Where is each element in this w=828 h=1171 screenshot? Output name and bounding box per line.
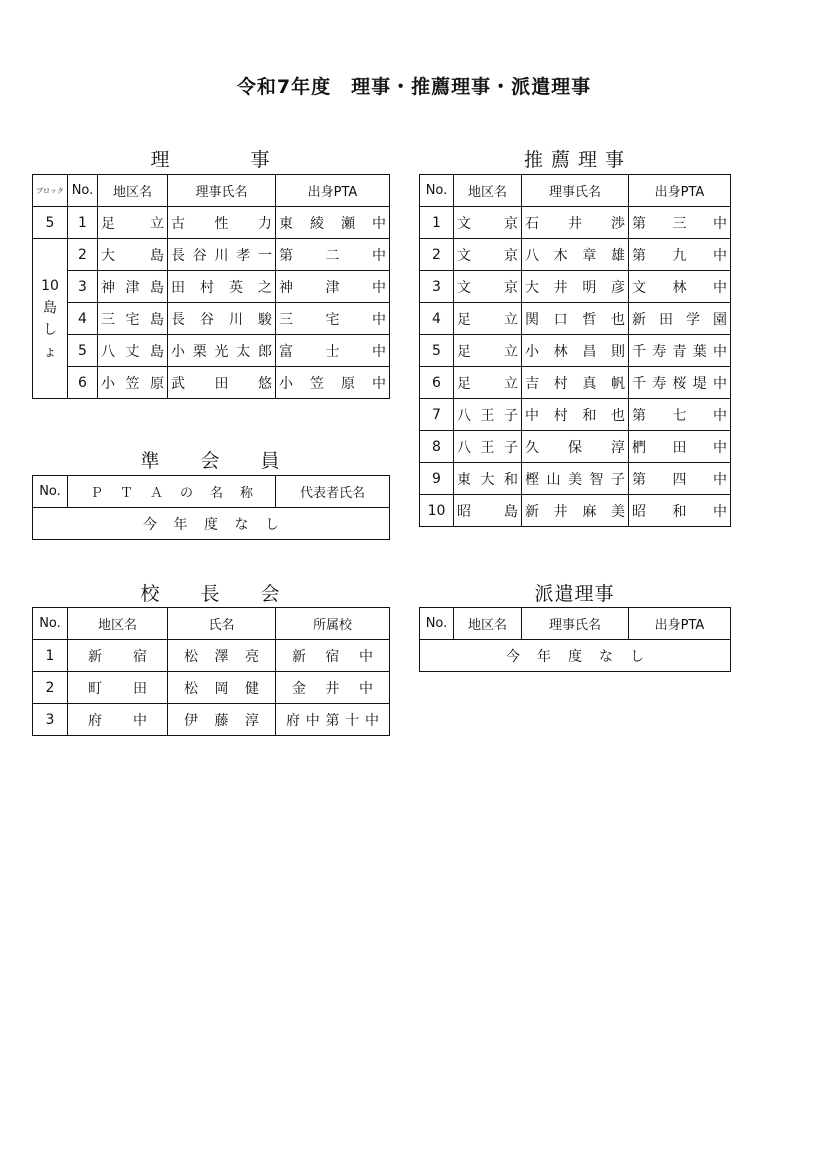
name-cell: 小林昌則 — [522, 335, 629, 367]
no-cell: 4 — [420, 303, 454, 335]
district-header: 地区名 — [98, 175, 168, 207]
haken-table — [419, 607, 731, 672]
no-cell: 3 — [420, 271, 454, 303]
district-cell: 足立 — [454, 303, 522, 335]
table-row — [33, 335, 390, 367]
none-cell: 今年度なし — [420, 640, 731, 672]
table-row — [33, 207, 390, 239]
school-cell: 金井中 — [276, 672, 390, 704]
no-header: No. — [420, 175, 454, 207]
district-cell: 府中 — [68, 704, 168, 736]
suisen-section-title: 推 薦 理 事 — [523, 149, 626, 171]
no-cell: 3 — [33, 704, 68, 736]
no-header: No. — [33, 608, 68, 640]
no-cell: 9 — [420, 463, 454, 495]
table-row — [33, 367, 390, 399]
district-header: 地区名 — [454, 608, 522, 640]
junkaiin-table — [32, 475, 390, 540]
no-cell: 6 — [420, 367, 454, 399]
no-cell: 1 — [68, 207, 98, 239]
pta-cell: 第四中 — [629, 463, 731, 495]
haken-header-row — [420, 608, 731, 640]
table-row — [33, 508, 390, 540]
district-cell: 小笠原 — [98, 367, 168, 399]
school-cell: 新宿中 — [276, 640, 390, 672]
name-cell: 八木章雄 — [522, 239, 629, 271]
no-header: No. — [33, 476, 68, 508]
no-cell: 5 — [420, 335, 454, 367]
table-row — [33, 239, 390, 271]
name-cell: 松岡健 — [168, 672, 276, 704]
name-cell: 伊藤淳 — [168, 704, 276, 736]
district-cell: 足立 — [454, 367, 522, 399]
name-cell: 田村英之 — [168, 271, 276, 303]
pta-name-header: ＰＴＡの名称 — [68, 476, 276, 508]
name-header: 理事氏名 — [168, 175, 276, 207]
pta-cell: 文林中 — [629, 271, 731, 303]
block-cell-shima: 10 島 し ょ — [33, 239, 68, 399]
no-cell: 6 — [68, 367, 98, 399]
pta-cell: 第九中 — [629, 239, 731, 271]
kochokai-table — [32, 607, 390, 736]
name-cell: 久保淳 — [522, 431, 629, 463]
pta-cell: 神津中 — [276, 271, 390, 303]
name-cell: 大井明彦 — [522, 271, 629, 303]
table-row — [33, 271, 390, 303]
rep-header: 代表者氏名 — [276, 476, 390, 508]
name-header: 理事氏名 — [522, 175, 629, 207]
school-header: 所属校 — [276, 608, 390, 640]
junkaiin-section-title: 準 会 員 — [140, 450, 281, 472]
no-cell: 1 — [33, 640, 68, 672]
no-header: No. — [68, 175, 98, 207]
none-cell: 今年度なし — [33, 508, 390, 540]
table-row — [420, 431, 731, 463]
table-row — [33, 704, 390, 736]
district-header: 地区名 — [68, 608, 168, 640]
name-cell: 長谷川駿 — [168, 303, 276, 335]
table-row — [420, 239, 731, 271]
district-cell: 三宅島 — [98, 303, 168, 335]
table-row — [33, 672, 390, 704]
block-cell: 5 — [33, 207, 68, 239]
suisen-table — [419, 174, 731, 527]
riji-section-title: 理 事 — [150, 149, 271, 171]
table-row — [420, 207, 731, 239]
name-cell: 中村和也 — [522, 399, 629, 431]
pta-cell: 小笠原中 — [276, 367, 390, 399]
pta-cell: 第三中 — [629, 207, 731, 239]
page-title: 令和7年度 理事・推薦理事・派遣理事 — [236, 76, 592, 98]
no-cell: 2 — [33, 672, 68, 704]
name-cell: 長谷川孝一 — [168, 239, 276, 271]
riji-table — [32, 174, 390, 399]
name-header: 氏名 — [168, 608, 276, 640]
pta-cell: 東綾瀬中 — [276, 207, 390, 239]
district-cell: 足立 — [98, 207, 168, 239]
name-cell: 吉村真帆 — [522, 367, 629, 399]
kochokai-header-row — [33, 608, 390, 640]
district-cell: 八丈島 — [98, 335, 168, 367]
district-cell: 足立 — [454, 335, 522, 367]
name-cell: 松澤亮 — [168, 640, 276, 672]
pta-cell: 千寿青葉中 — [629, 335, 731, 367]
pta-header: 出身PTA — [629, 175, 731, 207]
pta-header: 出身PTA — [276, 175, 390, 207]
pta-cell: 昭和中 — [629, 495, 731, 527]
kochokai-section-title: 校 長 会 — [140, 583, 281, 605]
table-row — [33, 303, 390, 335]
table-row — [420, 640, 731, 672]
no-cell: 5 — [68, 335, 98, 367]
pta-header: 出身PTA — [629, 608, 731, 640]
district-cell: 八王子 — [454, 431, 522, 463]
district-cell: 文京 — [454, 271, 522, 303]
pta-cell: 新田学園 — [629, 303, 731, 335]
district-cell: 八王子 — [454, 399, 522, 431]
district-cell: 文京 — [454, 207, 522, 239]
pta-cell: 第七中 — [629, 399, 731, 431]
riji-header-row — [33, 175, 390, 207]
district-cell: 文京 — [454, 239, 522, 271]
name-cell: 新井麻美 — [522, 495, 629, 527]
haken-section-title: 派遣理事 — [534, 583, 615, 605]
table-row — [420, 303, 731, 335]
pta-cell: 千寿桜堤中 — [629, 367, 731, 399]
no-header: No. — [420, 608, 454, 640]
name-cell: 関口哲也 — [522, 303, 629, 335]
pta-cell: 三宅中 — [276, 303, 390, 335]
no-cell: 2 — [68, 239, 98, 271]
district-cell: 新宿 — [68, 640, 168, 672]
district-header: 地区名 — [454, 175, 522, 207]
table-row — [420, 335, 731, 367]
table-row — [420, 367, 731, 399]
block-header: ブロック — [33, 175, 68, 207]
no-cell: 8 — [420, 431, 454, 463]
suisen-header-row — [420, 175, 731, 207]
pta-cell: 第二中 — [276, 239, 390, 271]
district-cell: 神津島 — [98, 271, 168, 303]
district-cell: 東大和 — [454, 463, 522, 495]
name-cell: 石井渉 — [522, 207, 629, 239]
name-cell: 樫山美智子 — [522, 463, 629, 495]
no-cell: 3 — [68, 271, 98, 303]
table-row — [420, 271, 731, 303]
pta-cell: 椚田中 — [629, 431, 731, 463]
pta-cell: 富士中 — [276, 335, 390, 367]
table-row — [33, 640, 390, 672]
district-cell: 町田 — [68, 672, 168, 704]
table-row — [420, 399, 731, 431]
district-cell: 昭島 — [454, 495, 522, 527]
name-header: 理事氏名 — [522, 608, 629, 640]
name-cell: 小栗光太郎 — [168, 335, 276, 367]
name-cell: 武田悠 — [168, 367, 276, 399]
district-cell: 大島 — [98, 239, 168, 271]
no-cell: 7 — [420, 399, 454, 431]
no-cell: 4 — [68, 303, 98, 335]
no-cell: 1 — [420, 207, 454, 239]
no-cell: 2 — [420, 239, 454, 271]
school-cell: 府中第十中 — [276, 704, 390, 736]
junkaiin-header-row — [33, 476, 390, 508]
table-row — [420, 463, 731, 495]
no-cell: 10 — [420, 495, 454, 527]
name-cell: 古性力 — [168, 207, 276, 239]
table-row — [420, 495, 731, 527]
